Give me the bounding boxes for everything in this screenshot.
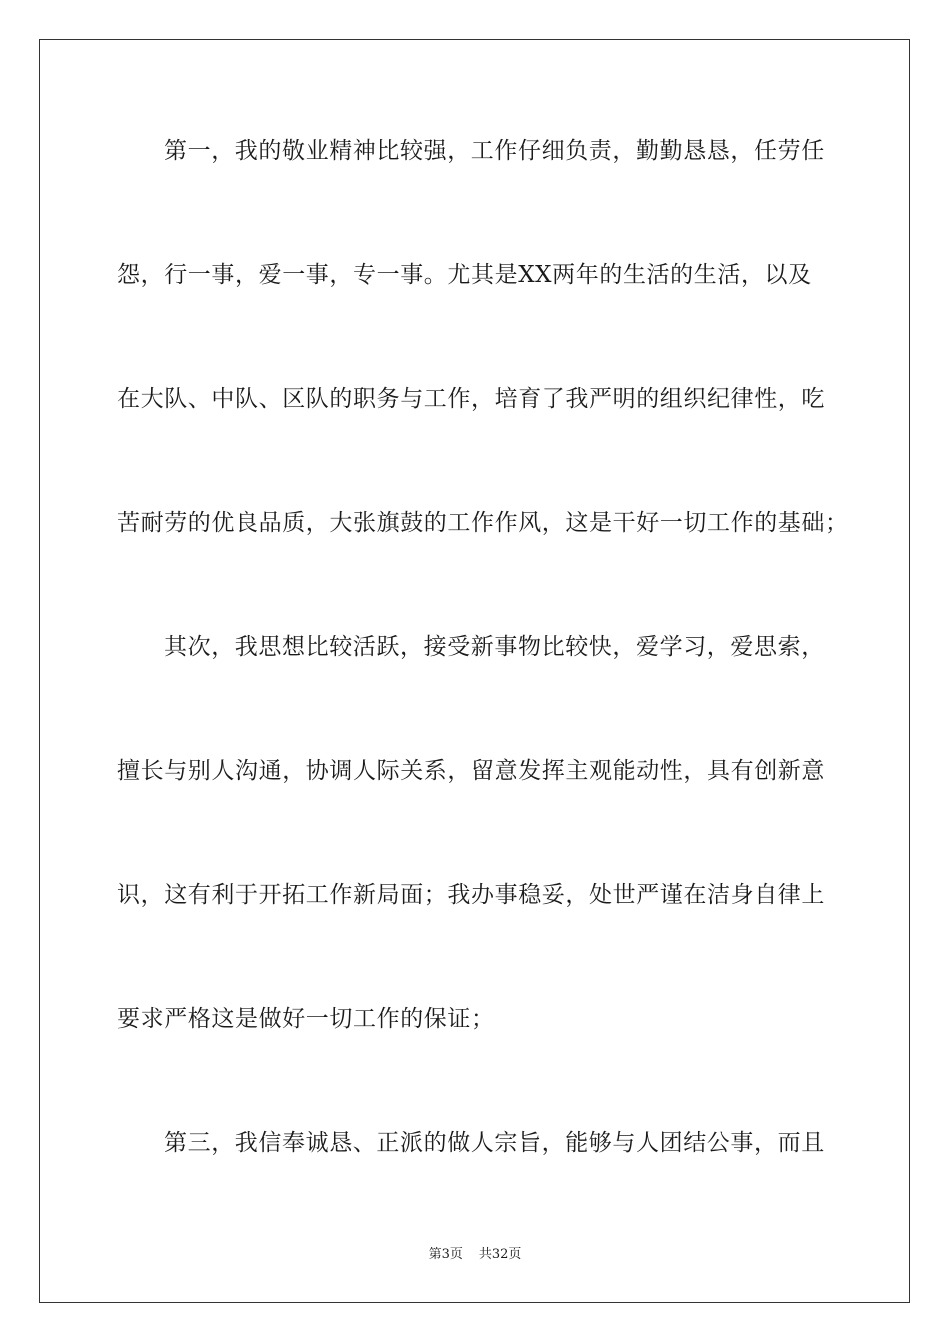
paragraph-2-line-2: 擅长与别人沟通，协调人际关系，留意发挥主观能动性，具有创新意 xyxy=(117,758,825,784)
paragraph-3-line-1: 第三，我信奉诚恳、正派的做人宗旨，能够与人团结公事，而且 xyxy=(164,1130,825,1156)
paragraph-2-line-3: 识，这有利于开拓工作新局面；我办事稳妥，处世严谨在洁身自律上 xyxy=(117,882,825,908)
page-border xyxy=(39,39,910,1303)
paragraph-1-line-2: 怨，行一事，爱一事，专一事。尤其是XX两年的生活的生活，以及 xyxy=(117,262,812,288)
page-footer xyxy=(0,1246,950,1264)
paragraph-2-line-4: 要求严格这是做好一切工作的保证； xyxy=(117,1006,495,1032)
paragraph-1-line-3: 在大队、中队、区队的职务与工作，培育了我严明的组织纪律性，吃 xyxy=(117,386,825,412)
paragraph-2-line-1: 其次，我思想比较活跃，接受新事物比较快，爱学习，爱思索， xyxy=(164,634,825,660)
paragraph-1-line-1: 第一，我的敬业精神比较强，工作仔细负责，勤勤恳恳，任劳任 xyxy=(164,138,825,164)
page-number: 第3页 xyxy=(428,1247,463,1262)
page-total: 共32页 xyxy=(478,1247,522,1262)
paragraph-1-line-4: 苦耐劳的优良品质，大张旗鼓的工作作风，这是干好一切工作的基础； xyxy=(117,510,849,536)
